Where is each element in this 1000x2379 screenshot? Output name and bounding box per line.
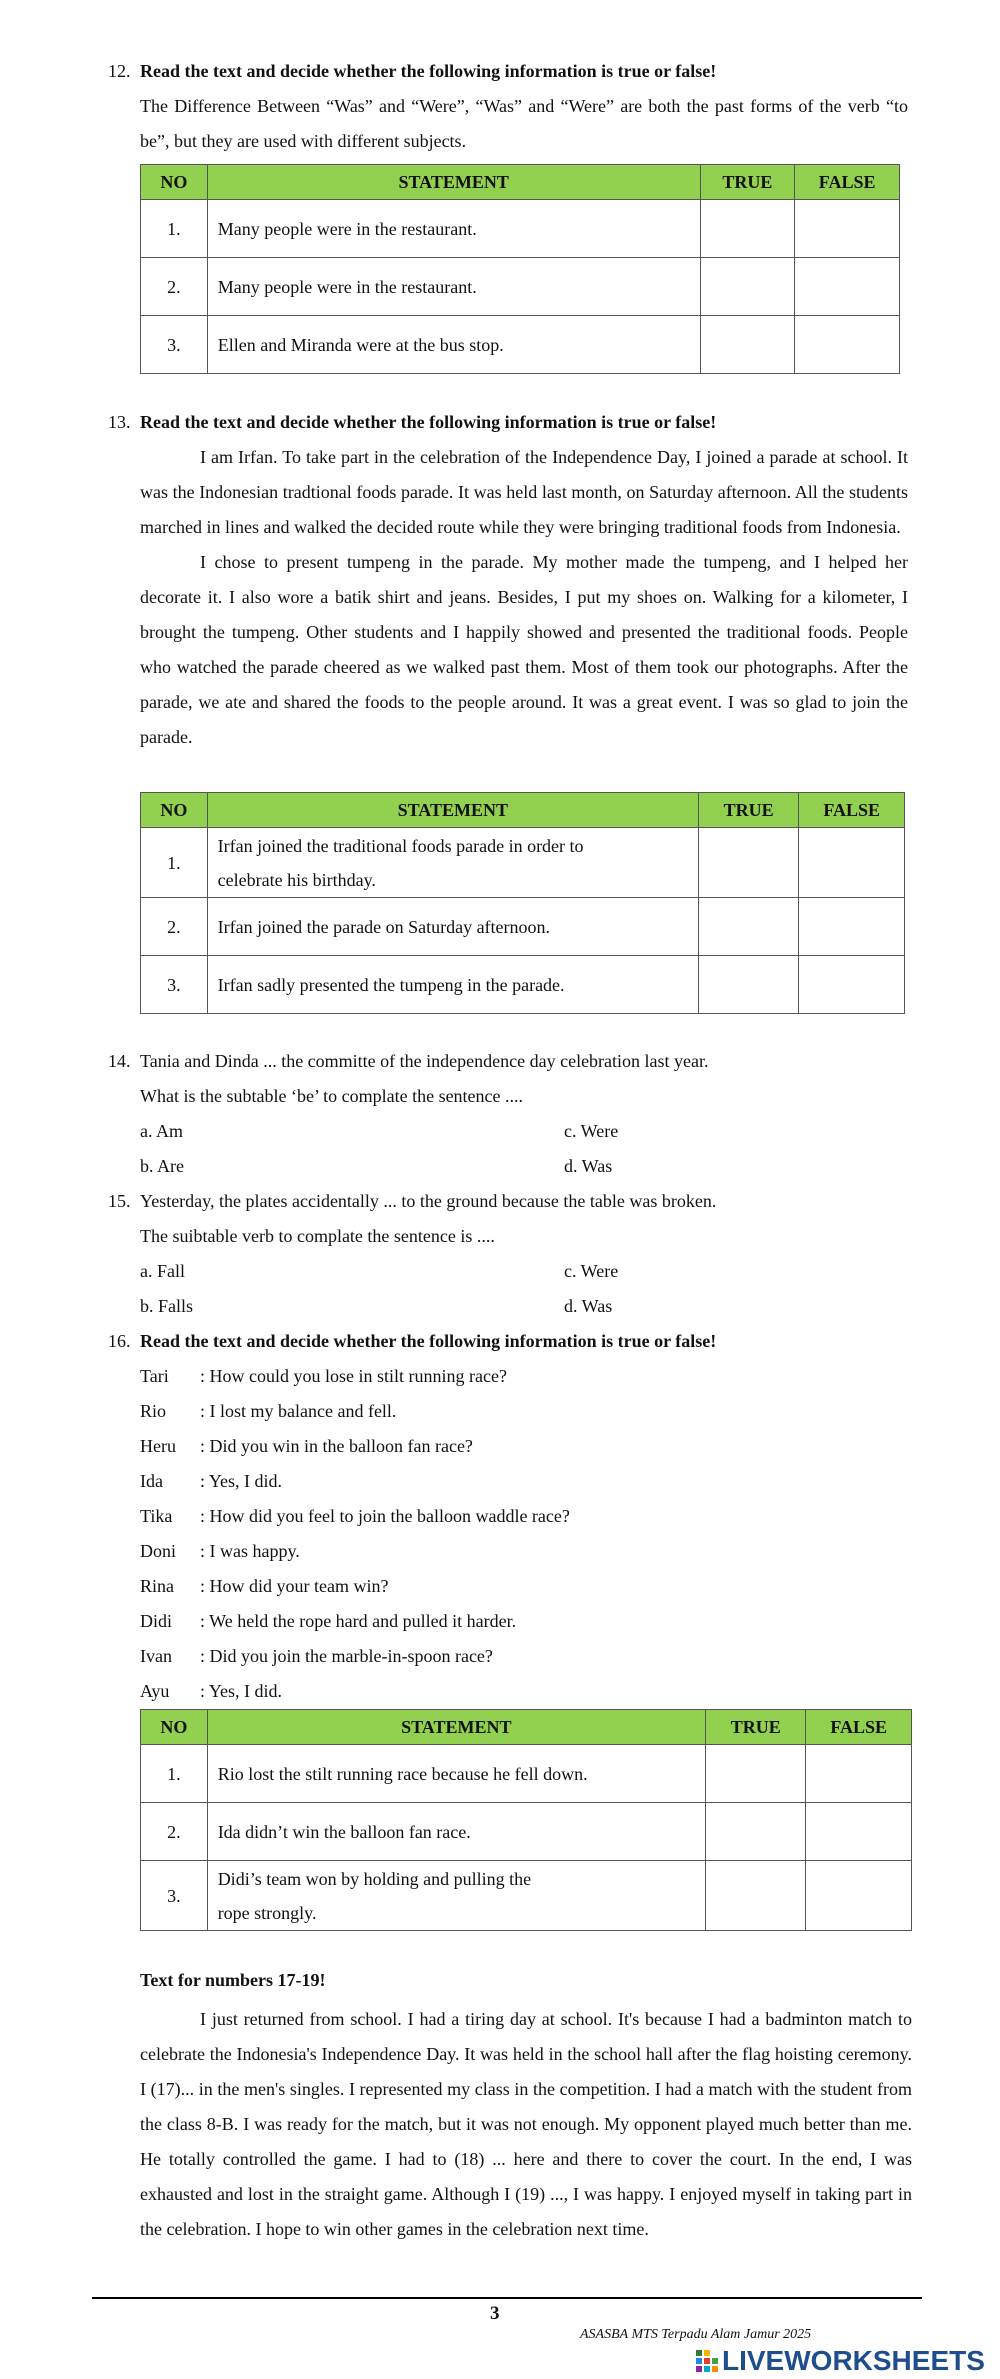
utterance: : How could you lose in stilt running race? bbox=[200, 1366, 507, 1386]
false-cell[interactable] bbox=[806, 1861, 912, 1931]
option-b[interactable]: b. Are bbox=[140, 1156, 184, 1176]
speaker: Tika bbox=[140, 1506, 173, 1526]
q13-table bbox=[140, 792, 905, 1014]
q16-table bbox=[140, 1709, 912, 1931]
row-statement: Irfan sadly presented the tumpeng in the parade. bbox=[207, 956, 698, 1014]
options-row bbox=[108, 1149, 908, 1184]
speaker: Rina bbox=[140, 1576, 174, 1596]
dialogue-line bbox=[108, 1604, 908, 1639]
row-statement-line: Irfan joined the traditional foods parade in order to bbox=[217, 835, 584, 856]
text-17-19 bbox=[140, 1963, 912, 2247]
speaker: Doni bbox=[140, 1541, 176, 1561]
col-statement-header: STATEMENT bbox=[207, 1710, 705, 1745]
speaker: Ivan bbox=[140, 1646, 172, 1666]
row-number: 2. bbox=[141, 898, 208, 956]
question-14 bbox=[108, 1044, 908, 1184]
question-13-title-line bbox=[108, 404, 908, 440]
question-15 bbox=[108, 1184, 908, 1324]
table-row bbox=[141, 1861, 912, 1931]
table-row bbox=[141, 1803, 912, 1861]
speaker: Rio bbox=[140, 1401, 167, 1421]
section-title: Text for numbers 17-19! bbox=[140, 1970, 326, 1990]
option-a[interactable]: a. Fall bbox=[140, 1261, 185, 1281]
true-cell[interactable] bbox=[705, 1803, 806, 1861]
false-cell[interactable] bbox=[795, 316, 900, 374]
true-cell[interactable] bbox=[700, 200, 795, 258]
false-cell[interactable] bbox=[806, 1745, 912, 1803]
col-false-header: FALSE bbox=[795, 165, 900, 200]
dialogue-line bbox=[108, 1429, 908, 1464]
option-d[interactable]: d. Was bbox=[564, 1296, 613, 1316]
brand-text: LIVEWORKSHEETS bbox=[722, 2345, 985, 2376]
table-row bbox=[141, 956, 905, 1014]
false-cell[interactable] bbox=[795, 258, 900, 316]
true-cell[interactable] bbox=[698, 828, 799, 898]
school-name: ASASBA MTS Terpadu Alam Jamur 2025 bbox=[580, 2327, 812, 2342]
table-row bbox=[141, 316, 900, 374]
utterance: : Did you join the marble-in-spoon race? bbox=[200, 1646, 493, 1666]
question-title: Read the text and decide whether the following information is true or false! bbox=[140, 1331, 717, 1351]
liveworksheets-logo-icon bbox=[696, 2350, 718, 2372]
dialogue-line bbox=[108, 1499, 908, 1534]
false-cell[interactable] bbox=[795, 200, 900, 258]
question-text: Tania and Dinda ... the committe of the independence day celebration last year. bbox=[140, 1051, 709, 1071]
col-statement-header: STATEMENT bbox=[207, 165, 700, 200]
row-statement bbox=[207, 828, 698, 898]
utterance: : I was happy. bbox=[200, 1541, 300, 1561]
reading-paragraph: I am Irfan. To take part in the celebration of the Independence Day, I joined a parade at school. It was the Indonesian tradtional foods parade. It was held last month, on Saturday afternoon. All the students marched in lines and walked the decided route while they were bringing traditional foods from Indonesia. bbox=[140, 447, 908, 537]
row-statement-line: rope strongly. bbox=[217, 1902, 317, 1923]
option-d[interactable]: d. Was bbox=[564, 1156, 613, 1176]
row-number: 1. bbox=[141, 200, 208, 258]
question-prompt: The suibtable verb to complate the sentence is .... bbox=[140, 1226, 495, 1246]
col-false-header: FALSE bbox=[806, 1710, 912, 1745]
utterance: : How did your team win? bbox=[200, 1576, 389, 1596]
row-statement: Irfan joined the parade on Saturday afternoon. bbox=[207, 898, 698, 956]
true-cell[interactable] bbox=[700, 258, 795, 316]
row-number: 3. bbox=[141, 1861, 208, 1931]
dialogue-line bbox=[108, 1674, 908, 1709]
question-14-line bbox=[108, 1044, 908, 1079]
row-statement-line: Didi’s team won by holding and pulling the bbox=[217, 1868, 532, 1889]
false-cell[interactable] bbox=[799, 956, 905, 1014]
question-12-intro: The Difference Between “Was” and “Were”, “Was” and “Were” are both the past forms of the verb “to be”, but they are used with different subjects. bbox=[140, 96, 908, 151]
col-true-header: TRUE bbox=[705, 1710, 806, 1745]
utterance: : We held the rope hard and pulled it harder. bbox=[200, 1611, 517, 1631]
row-statement: Many people were in the restaurant. bbox=[207, 258, 700, 316]
col-no-header: NO bbox=[141, 1710, 208, 1745]
question-12 bbox=[108, 53, 908, 159]
true-cell[interactable] bbox=[705, 1861, 806, 1931]
true-cell[interactable] bbox=[698, 956, 799, 1014]
question-number: 14. bbox=[108, 1051, 131, 1071]
row-number: 1. bbox=[141, 828, 208, 898]
page-number: 3 bbox=[490, 2303, 500, 2324]
dialogue-line bbox=[108, 1394, 908, 1429]
question-number: 12. bbox=[108, 61, 131, 81]
speaker: Tari bbox=[140, 1366, 169, 1386]
dialogue-line bbox=[108, 1569, 908, 1604]
question-13 bbox=[108, 404, 908, 755]
speaker: Didi bbox=[140, 1611, 173, 1631]
false-cell[interactable] bbox=[799, 828, 905, 898]
row-number: 3. bbox=[141, 316, 208, 374]
option-a[interactable]: a. Am bbox=[140, 1121, 183, 1141]
col-false-header: FALSE bbox=[799, 793, 905, 828]
utterance: : Yes, I did. bbox=[200, 1471, 283, 1491]
question-title: Read the text and decide whether the following information is true or false! bbox=[140, 61, 717, 81]
question-title: Read the text and decide whether the following information is true or false! bbox=[140, 412, 717, 432]
row-statement: Rio lost the stilt running race because he fell down. bbox=[207, 1745, 705, 1803]
table-row bbox=[141, 258, 900, 316]
option-c[interactable]: c. Were bbox=[564, 1121, 619, 1141]
false-cell[interactable] bbox=[806, 1803, 912, 1861]
utterance: : I lost my balance and fell. bbox=[200, 1401, 397, 1421]
row-statement: Ellen and Miranda were at the bus stop. bbox=[207, 316, 700, 374]
table-row bbox=[141, 898, 905, 956]
utterance: : How did you feel to join the balloon waddle race? bbox=[200, 1506, 570, 1526]
question-number: 16. bbox=[108, 1331, 131, 1351]
col-no-header: NO bbox=[141, 165, 208, 200]
options-row bbox=[108, 1289, 908, 1324]
row-number: 2. bbox=[141, 258, 208, 316]
true-cell[interactable] bbox=[700, 316, 795, 374]
options-row bbox=[108, 1114, 908, 1149]
reading-paragraph: I just returned from school. I had a tiring day at school. It's because I had a badminton match to celebrate the Indonesia's Independence Day. It was held in the school hall after the flag hoisting ceremony. I (17)... in the men's singles. I represented my class in the competition. I had a match with the student from the class 8-B. I was ready for the match, but it was not enough. My opponent played much better than me. He totally controlled the game. I had to (18) ... here and there to cover the court. In the end, I was exhausted and lost in the straight game. Although I (19) ..., I was happy. I enjoyed myself in taking part in the celebration. I hope to win other games in the celebration next time. bbox=[140, 2009, 912, 2239]
dialogue-line bbox=[108, 1464, 908, 1499]
utterance: : Yes, I did. bbox=[200, 1681, 283, 1701]
reading-paragraph: I chose to present tumpeng in the parade. My mother made the tumpeng, and I helped her decorate it. I also wore a batik shirt and jeans. Besides, I put my shoes on. Walking for a kilometer, I brought the tumpeng. Other students and I happily showed and presented the traditional foods. People who watched the parade cheered as we walked past them. Most of them took our photographs. After the parade, we ate and shared the foods to the people around. It was a great event. I was so glad to join the parade. bbox=[140, 552, 908, 747]
option-b[interactable]: b. Falls bbox=[140, 1296, 194, 1316]
row-statement-line: celebrate his birthday. bbox=[217, 869, 376, 890]
row-number: 1. bbox=[141, 1745, 208, 1803]
footer-divider bbox=[92, 2297, 922, 2299]
row-number: 2. bbox=[141, 1803, 208, 1861]
table-row bbox=[141, 828, 905, 898]
col-statement-header: STATEMENT bbox=[207, 793, 698, 828]
question-15-line bbox=[108, 1184, 908, 1219]
row-number: 3. bbox=[141, 956, 208, 1014]
table-row bbox=[141, 200, 900, 258]
table-row bbox=[141, 1745, 912, 1803]
false-cell[interactable] bbox=[799, 898, 905, 956]
col-no-header: NO bbox=[141, 793, 208, 828]
speaker: Ida bbox=[140, 1471, 163, 1491]
question-16-title-line bbox=[108, 1324, 908, 1359]
liveworksheets-brand[interactable] bbox=[696, 2344, 996, 2378]
question-number: 15. bbox=[108, 1191, 131, 1211]
option-c[interactable]: c. Were bbox=[564, 1261, 619, 1281]
q12-table bbox=[140, 164, 900, 374]
row-statement: Many people were in the restaurant. bbox=[207, 200, 700, 258]
col-true-header: TRUE bbox=[700, 165, 795, 200]
question-number: 13. bbox=[108, 412, 131, 432]
row-statement: Ida didn’t win the balloon fan race. bbox=[207, 1803, 705, 1861]
question-16 bbox=[108, 1324, 908, 1709]
row-statement bbox=[207, 1861, 705, 1931]
question-12-title-line bbox=[108, 53, 908, 89]
col-true-header: TRUE bbox=[698, 793, 799, 828]
utterance: : Did you win in the balloon fan race? bbox=[200, 1436, 473, 1456]
options-row bbox=[108, 1254, 908, 1289]
speaker: Ayu bbox=[140, 1681, 170, 1701]
speaker: Heru bbox=[140, 1436, 176, 1456]
question-prompt: What is the subtable ‘be’ to complate the sentence .... bbox=[140, 1086, 524, 1106]
dialogue-line bbox=[108, 1359, 908, 1394]
true-cell[interactable] bbox=[705, 1745, 806, 1803]
question-text: Yesterday, the plates accidentally ... to the ground because the table was broken. bbox=[140, 1191, 717, 1211]
dialogue-line bbox=[108, 1534, 908, 1569]
true-cell[interactable] bbox=[698, 898, 799, 956]
dialogue-line bbox=[108, 1639, 908, 1674]
